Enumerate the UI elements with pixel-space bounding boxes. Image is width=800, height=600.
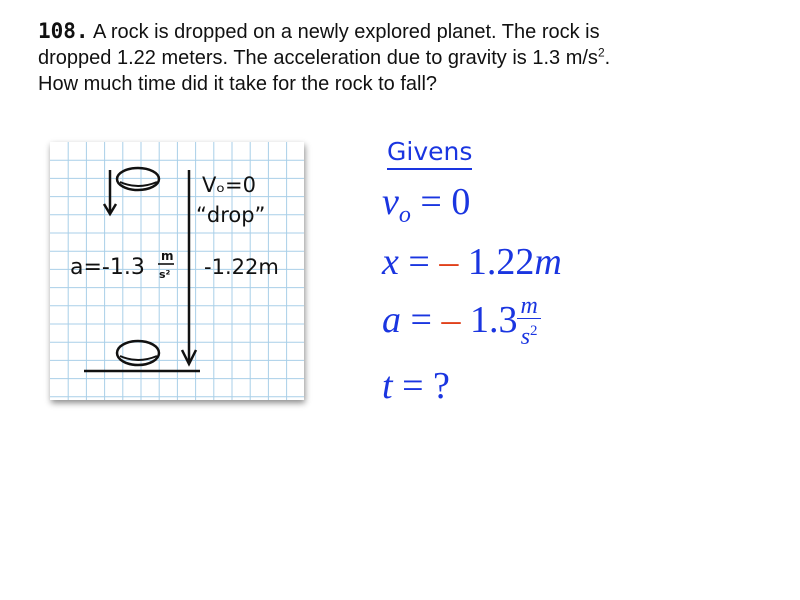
problem-statement bbox=[38, 18, 778, 97]
sketch-card bbox=[50, 142, 304, 400]
given-a bbox=[382, 293, 541, 351]
a-unit-denominator bbox=[517, 319, 540, 349]
problem-line-3: How much time did it take for the rock to fall? bbox=[38, 73, 438, 95]
problem-line-2-exponent: 2 bbox=[597, 45, 605, 60]
a-equals: = bbox=[410, 299, 432, 342]
t-equals: = bbox=[402, 365, 424, 407]
a-value: 1.3 bbox=[469, 299, 518, 342]
drop-label: “drop” bbox=[196, 203, 266, 227]
problem-line-1 bbox=[38, 18, 778, 45]
t-value: ? bbox=[433, 365, 450, 407]
t-symbol: t bbox=[382, 365, 393, 407]
given-t bbox=[382, 364, 450, 408]
problem-line-2 bbox=[38, 45, 778, 71]
given-x bbox=[382, 240, 562, 284]
sketch-drawing bbox=[50, 142, 304, 400]
x-value: 1.22 bbox=[467, 241, 535, 283]
acceleration-label: a=-1.3 bbox=[70, 255, 145, 280]
v0-symbol: v bbox=[382, 181, 399, 223]
rock-bottom-shading bbox=[120, 356, 157, 360]
a-unit-den-base: s bbox=[520, 324, 531, 350]
problem-number: 108. bbox=[38, 19, 89, 43]
x-minus-sign: – bbox=[439, 241, 459, 283]
acceleration-unit-den: s² bbox=[159, 268, 171, 281]
given-v0 bbox=[382, 180, 470, 229]
v0-label: Vₒ=0 bbox=[202, 173, 257, 197]
givens-title: Givens bbox=[387, 137, 472, 170]
a-symbol: a bbox=[382, 299, 401, 342]
problem-line-2-end: . bbox=[604, 47, 611, 69]
distance-label: -1.22m bbox=[204, 255, 279, 279]
v0-value: 0 bbox=[451, 181, 471, 223]
v0-equals: = bbox=[420, 181, 442, 223]
x-symbol: x bbox=[382, 241, 399, 283]
v0-subscript: o bbox=[398, 202, 411, 228]
x-equals: = bbox=[408, 241, 430, 283]
rock-top-shading bbox=[120, 182, 157, 186]
a-unit-den-exponent: 2 bbox=[530, 323, 538, 339]
a-minus-sign: – bbox=[441, 299, 461, 342]
a-unit-fraction bbox=[517, 294, 540, 349]
problem-line-2-text: dropped 1.22 meters. The acceleration due to gravity is 1.3 m/s bbox=[38, 47, 598, 69]
x-unit: m bbox=[534, 241, 562, 283]
problem-line-1-text: A rock is dropped on a newly explored planet. The rock is bbox=[93, 21, 600, 43]
acceleration-unit-num: m bbox=[161, 249, 174, 263]
a-unit-numerator: m bbox=[517, 294, 540, 319]
